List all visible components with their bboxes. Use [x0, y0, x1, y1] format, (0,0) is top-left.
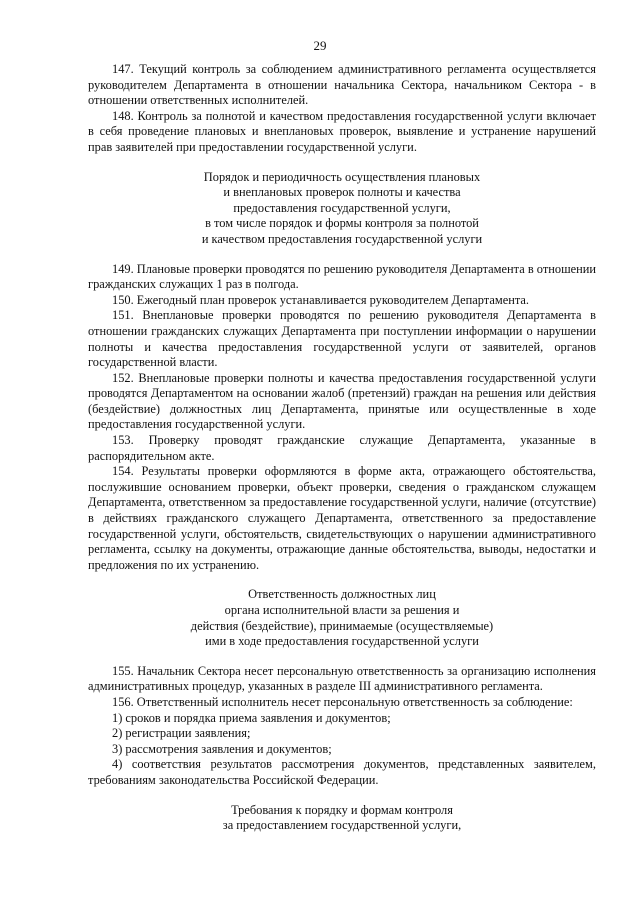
paragraph: 151. Внеплановые проверки проводятся по решению руководителя Департамента в отношении гражданских служащих Департамента при поступлении информации о нарушении полноты и качества предоставления государственной услуги от заявителей, органов государственной власти. — [88, 308, 596, 370]
paragraph: 4) соответствия результатов рассмотрения документов, представленных заявителем, требованиям законодательства Российской Федерации. — [88, 757, 596, 787]
section-heading — [88, 803, 596, 834]
page-number: 29 — [313, 38, 327, 53]
document-body — [88, 62, 596, 834]
section-gap — [88, 156, 596, 170]
section-heading — [88, 170, 596, 248]
paragraph: 150. Ежегодный план проверок устанавливается руководителем Департамента. — [112, 292, 529, 307]
section-heading-line: в том числе порядок и формы контроля за полнотой — [205, 216, 479, 231]
section-heading-line: Порядок и периодичность осуществления плановых — [203, 169, 481, 184]
section-heading-line: и внеплановых проверок полноты и качества — [223, 185, 461, 200]
paragraph: 149. Плановые проверки проводятся по решению руководителя Департамента в отношении гражданских служащих 1 раз в полгода. — [88, 261, 596, 292]
section-heading-line: органа исполнительной власти за решения и — [224, 603, 460, 617]
section-heading-line: действия (бездействие), принимаемые (осуществляемые) — [190, 618, 494, 633]
section-gap — [88, 573, 596, 587]
paragraph: 1) сроков и порядка приема заявления и документов; — [112, 710, 391, 725]
section-heading-line: ими в ходе предоставления государственной услуги — [205, 634, 479, 649]
section-gap — [88, 248, 596, 262]
section-heading — [88, 587, 596, 649]
paragraph: 3) рассмотрения заявления и документов; — [112, 741, 332, 756]
paragraph: 147. Текущий контроль за соблюдением административного регламента осуществляется руководителем Департамента в отношении начальника Сектора, начальником Сектора - в отношении ответственных исполнителей. — [88, 62, 596, 108]
paragraph: 155. Начальник Сектора несет персональную ответственность за организацию исполнения административных процедур, указанных в разделе III административного регламента. — [88, 663, 596, 694]
section-heading-line: за предоставлением государственной услуги, — [222, 818, 462, 833]
paragraph: 156. Ответственный исполнитель несет персональную ответственность за соблюдение: — [112, 694, 573, 709]
section-gap — [88, 789, 596, 803]
section-heading-line: предоставления государственной услуги, — [233, 200, 451, 215]
section-gap — [88, 650, 596, 664]
paragraph: 152. Внеплановые проверки полноты и качества предоставления государственной услуги проводятся Департаментом на основании жалоб (претензий) граждан на решения или действия (бездействие) должностных лиц Департамента, принятые или осуществленные в ходе предоставления государственной услуги. — [88, 370, 596, 432]
paragraph: 2) регистрации заявления; — [112, 726, 251, 741]
section-heading-line: Ответственность должностных лиц — [248, 587, 436, 602]
paragraph: 153. Проверку проводят гражданские служащие Департамента, указанные в распорядительном акте. — [88, 433, 596, 463]
paragraph: 154. Результаты проверки оформляются в форме акта, отражающего обстоятельства, послужившие основанием проверки, объект проверки, сведения о гражданском служащем Департамента, ответственном за предоставление государственной услуги, наличие (отсутствие) в действиях гражданского служащего Департамента, ответственного за предоставление государственной услуги, обстоятельств, свидетельствующих о нарушении административного регламента, ссылку на документы, отражающие данные обстоятельства, выводы, недостатки и предложения по их устранению. — [88, 464, 596, 572]
section-heading-line: Требования к порядку и формам контроля — [231, 802, 453, 817]
section-heading-line: и качеством предоставления государственной услуги — [201, 231, 483, 246]
paragraph: 148. Контроль за полнотой и качеством предоставления государственной услуги включает в себя проведение плановых и внеплановых проверок, выявление и устранение нарушений прав заявителей при предоставлении государственной услуги. — [88, 108, 596, 154]
